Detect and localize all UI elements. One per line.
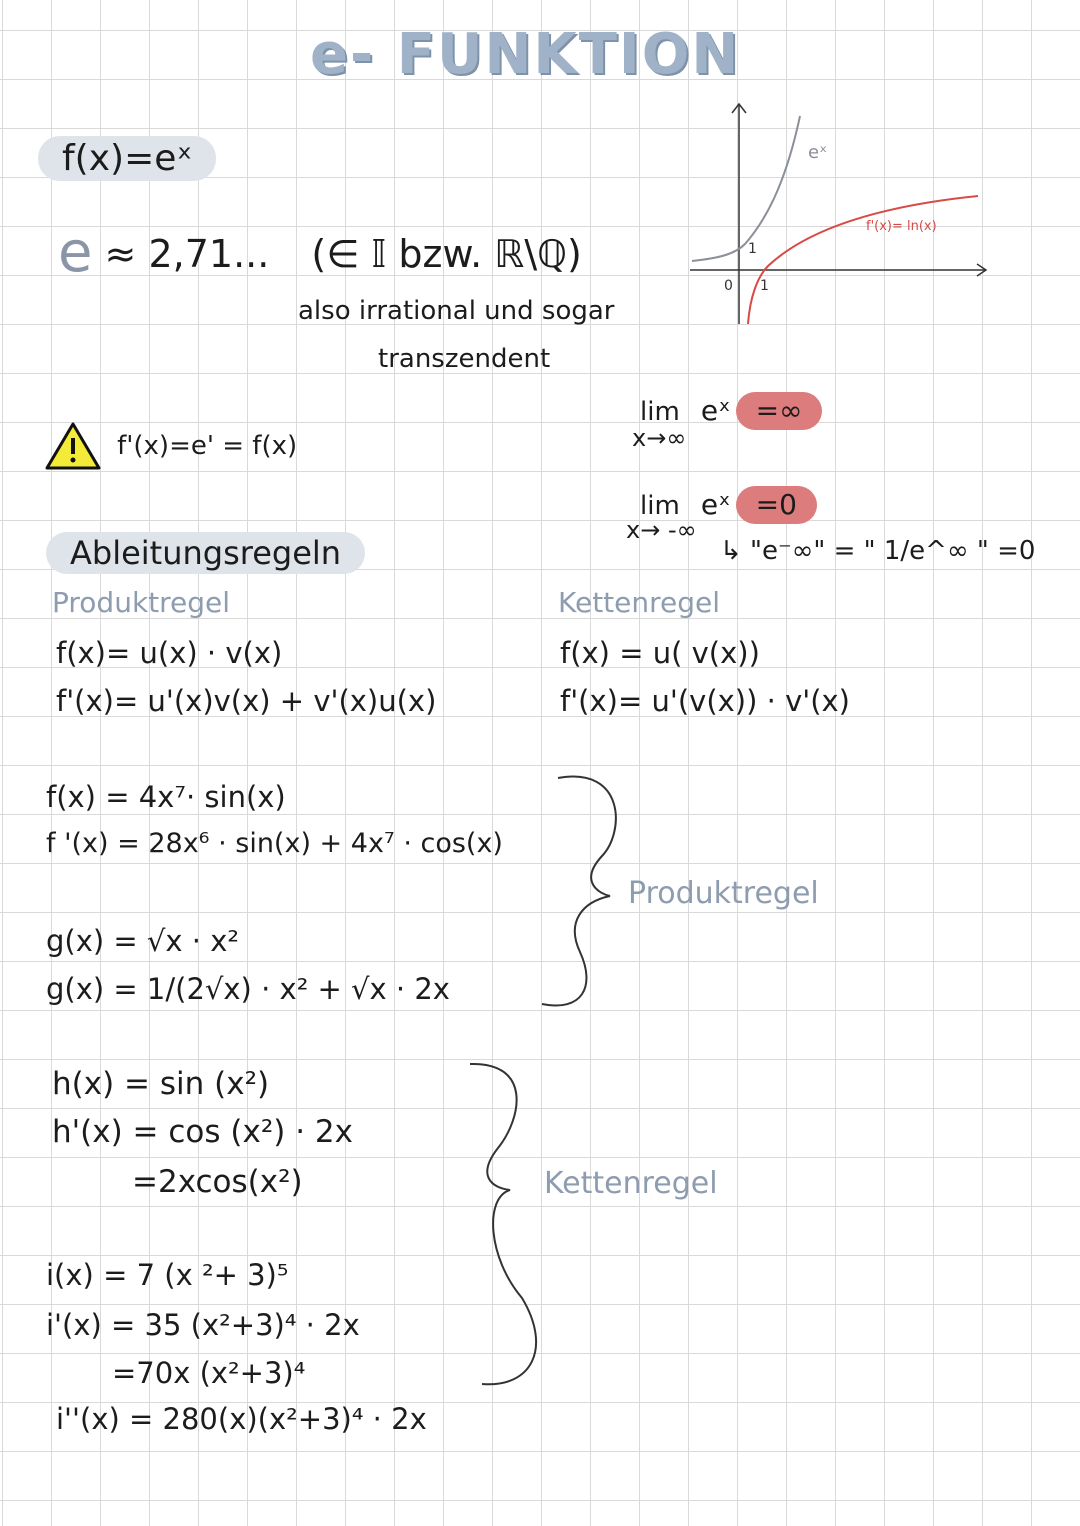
- lim-result-pill: =0: [736, 486, 817, 524]
- x-axis: [690, 264, 986, 276]
- ln-curve: [748, 196, 978, 324]
- e-note-line1: also irrational und sogar: [298, 296, 615, 326]
- warning-icon: [44, 420, 102, 472]
- warning-note: [44, 420, 297, 472]
- lim-subscript: x→∞: [632, 424, 687, 452]
- chain-rule-line2: f'(x)= u'(v(x)) · v'(x): [560, 684, 850, 718]
- chain-brace-label: Kettenregel: [544, 1166, 718, 1201]
- example-f-derivative: f '(x) = 28x⁶ · sin(x) + 4x⁷ · cos(x): [46, 828, 503, 859]
- example-h-simplified: =2xcos(x²): [132, 1164, 303, 1200]
- page-title: e- FUNKTION: [310, 22, 741, 87]
- lim-expression: eˣ: [700, 394, 731, 427]
- product-rule-heading: Produktregel: [52, 586, 231, 619]
- chain-brace: [462, 1058, 552, 1390]
- x-one-label: 1: [760, 278, 769, 294]
- y-one-label: 1: [748, 241, 757, 257]
- example-h: h(x) = sin (x²): [52, 1066, 270, 1102]
- example-i-second-derivative: i''(x) = 280(x)(x²+3)⁴ · 2x: [56, 1402, 427, 1436]
- e-note-line2: transzendent: [378, 344, 551, 374]
- lim-subscript: x→ -∞: [626, 516, 697, 544]
- exp-ln-graph: [680, 96, 1000, 336]
- ln-curve-label: f'(x)= ln(x): [866, 219, 937, 234]
- example-i-simplified: =70x (x²+3)⁴: [112, 1356, 306, 1390]
- lim-word: lim: [640, 397, 680, 427]
- definition-formula: f(x)=eˣ: [38, 136, 216, 181]
- lim-explanation: ↳ "e⁻∞" = " 1/e^∞ " =0: [720, 536, 1036, 566]
- example-i: i(x) = 7 (x ²+ 3)⁵: [46, 1258, 289, 1292]
- example-g-derivative: g(x) = 1/(2√x) · x² + √x · 2x: [46, 972, 450, 1006]
- warning-formula: f'(x)=e' = f(x): [117, 431, 298, 461]
- example-h-derivative: h'(x) = cos (x²) · 2x: [52, 1114, 353, 1150]
- e-symbol: e: [58, 220, 93, 285]
- e-value-line: [58, 220, 582, 285]
- y-axis: [732, 104, 746, 324]
- example-f: f(x) = 4x⁷· sin(x): [46, 780, 286, 814]
- lim-expression: eˣ: [700, 488, 731, 521]
- ex-curve-label: eˣ: [808, 142, 828, 163]
- chain-rule-line1: f(x) = u( v(x)): [560, 636, 760, 670]
- product-brace-label: Produktregel: [628, 876, 819, 911]
- e-value: ≈ 2,71...: [104, 232, 270, 276]
- lim-word: lim: [640, 491, 680, 521]
- product-rule-line2: f'(x)= u'(x)v(x) + v'(x)u(x): [56, 684, 437, 718]
- product-brace: [530, 772, 620, 1012]
- e-set: (∈ 𝕀 bzw. ℝ\ℚ): [311, 232, 582, 276]
- example-i-derivative: i'(x) = 35 (x²+3)⁴ · 2x: [46, 1308, 360, 1342]
- section-title: Ableitungsregeln: [46, 532, 365, 574]
- example-g: g(x) = √x · x²: [46, 924, 240, 958]
- origin-label: 0: [724, 278, 733, 294]
- product-rule-line1: f(x)= u(x) · v(x): [56, 636, 283, 670]
- lim-result-pill: =∞: [736, 392, 823, 430]
- exp-curve: [692, 116, 800, 261]
- chain-rule-heading: Kettenregel: [558, 586, 721, 619]
